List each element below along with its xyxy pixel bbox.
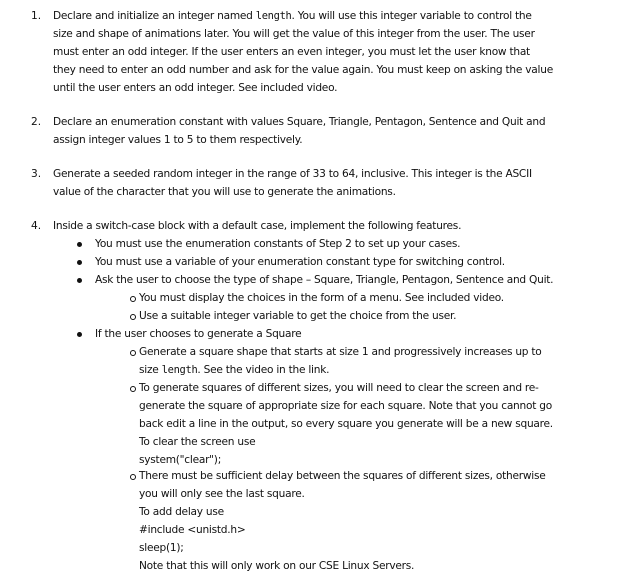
circle-bullet-icon bbox=[130, 474, 136, 480]
bullet-enum-variable: You must use a variable of your enumeration constant type for switching control. bbox=[95, 256, 505, 268]
square-sub-2-line-4: To clear the screen use bbox=[139, 436, 256, 448]
code-length: length bbox=[161, 364, 198, 376]
text: . You will use this integer variable to control the bbox=[291, 10, 532, 22]
bullet-icon bbox=[77, 332, 82, 337]
sub-bullet-menu: You must display the choices in the form of a menu. See included video. bbox=[139, 292, 504, 304]
square-sub-1-line-1: Generate a square shape that starts at size 1 and progressively increases up to bbox=[139, 346, 542, 358]
item-4-number: 4. bbox=[31, 220, 42, 232]
item-1-line-2: size and shape of animations later. You will get the value of this integer from the user. The user bbox=[53, 28, 535, 40]
item-3-line-1: Generate a seeded random integer in the range of 33 to 64, inclusive. This integer is the ASCII bbox=[53, 168, 532, 180]
bullet-square: If the user chooses to generate a Square bbox=[95, 328, 302, 340]
item-2-number: 2. bbox=[31, 116, 42, 128]
square-sub-3-line-2: you will only see the last square. bbox=[139, 488, 305, 500]
square-sub-3-line-3: To add delay use bbox=[139, 506, 224, 518]
square-sub-2-line-2: generate the square of appropriate size for each square. Note that you cannot go bbox=[139, 400, 552, 412]
square-sub-2-line-3: back edit a line in the output, so every square you generate will be a new square. bbox=[139, 418, 553, 430]
square-sub-3-code-include: #include <unistd.h> bbox=[139, 524, 246, 536]
bullet-choose-shape: Ask the user to choose the type of shape – Square, Triangle, Pentagon, Sentence and Quit. bbox=[95, 274, 554, 286]
circle-bullet-icon bbox=[130, 350, 136, 356]
bullet-icon bbox=[77, 242, 82, 247]
text: . See the video in the link. bbox=[197, 364, 330, 376]
square-sub-3-line-6: Note that this will only work on our CSE Linux Servers. bbox=[139, 560, 415, 572]
circle-bullet-icon bbox=[130, 314, 136, 320]
item-1-line-1 bbox=[53, 7, 532, 25]
item-1-number: 1. bbox=[31, 10, 42, 22]
bullet-enum-cases: You must use the enumeration constants of Step 2 to set up your cases. bbox=[95, 238, 461, 250]
square-sub-3-line-1: There must be sufficient delay between the squares of different sizes, otherwise bbox=[139, 470, 546, 482]
circle-bullet-icon bbox=[130, 386, 136, 392]
square-sub-2-line-1: To generate squares of different sizes, you will need to clear the screen and re- bbox=[139, 382, 539, 394]
item-2-line-1: Declare an enumeration constant with values Square, Triangle, Pentagon, Sentence and Quit and bbox=[53, 116, 546, 128]
item-3-line-2: value of the character that you will use to generate the animations. bbox=[53, 186, 396, 198]
item-4-intro: Inside a switch-case block with a default case, implement the following features. bbox=[53, 220, 462, 232]
sub-bullet-choice-variable: Use a suitable integer variable to get the choice from the user. bbox=[139, 310, 457, 322]
item-2-line-2: assign integer values 1 to 5 to them respectively. bbox=[53, 134, 303, 146]
square-sub-1-line-2 bbox=[139, 361, 329, 379]
square-sub-2-code-clear: system("clear"); bbox=[139, 454, 222, 466]
circle-bullet-icon bbox=[130, 296, 136, 302]
bullet-icon bbox=[77, 278, 82, 283]
item-1-line-4: they need to enter an odd number and ask for the value again. You must keep on asking the value bbox=[53, 64, 553, 76]
item-1-line-5: until the user enters an odd integer. See included video. bbox=[53, 82, 338, 94]
bullet-icon bbox=[77, 260, 82, 265]
code-length: length bbox=[255, 10, 292, 22]
item-1-line-3: must enter an odd integer. If the user enters an even integer, you must let the user know that bbox=[53, 46, 530, 58]
item-3-number: 3. bbox=[31, 168, 42, 180]
square-sub-3-code-sleep: sleep(1); bbox=[139, 542, 184, 554]
text: Declare and initialize an integer named bbox=[53, 10, 256, 22]
text: size bbox=[139, 364, 162, 376]
